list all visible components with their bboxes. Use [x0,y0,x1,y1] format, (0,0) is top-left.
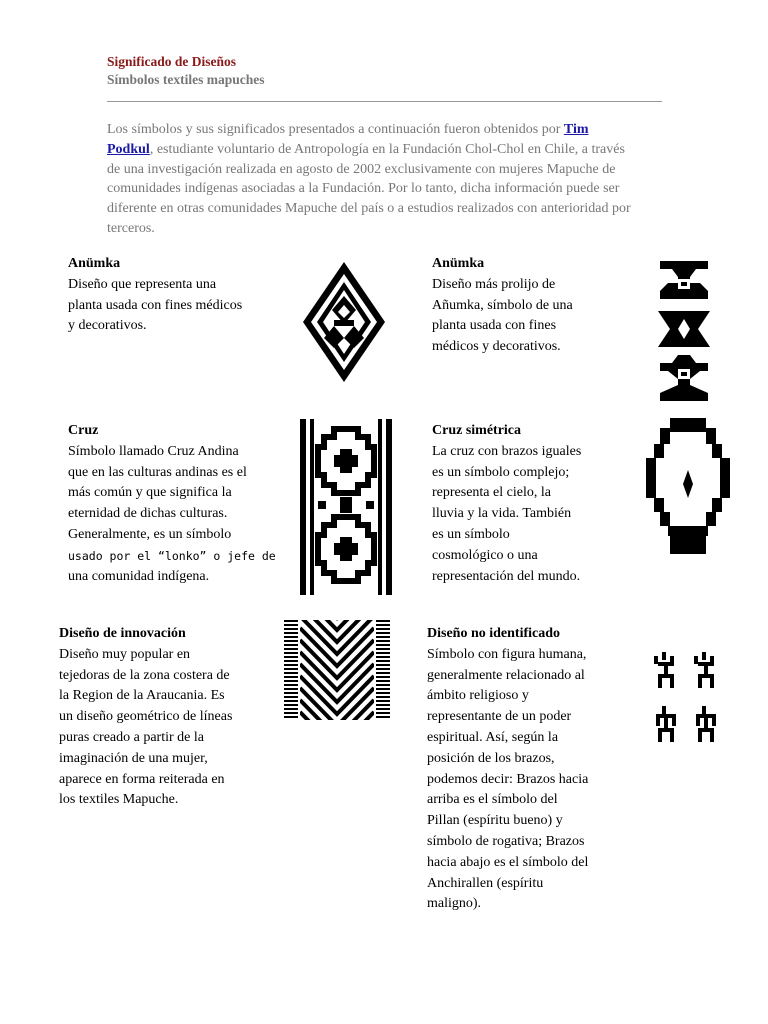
stacked-plant-motif-icon [656,261,712,401]
entry-heading: Cruz [68,423,99,438]
entry-description: Símbolo con figura humana, generalmente relacionado al ámbito religioso y representante de un poder espiritual. Así, según la posición de los brazos, podemos decir: Brazos hacia arriba es el símbolo del Pillan (espíritu bueno) y símbolo de rogativa; Brazos hacia abajo es el símbolo del Anchirallen (espíritu maligno). [427,646,589,912]
entry-cruz [68,421,283,587]
entry-heading: Diseño no identificado [427,626,561,641]
entry-cruz-simetrica [432,421,632,587]
entry-diseno-innovacion [59,624,274,811]
human-figures-icon [654,652,720,744]
author-link[interactable]: Tim Podkul [107,122,589,157]
entry-description: Diseño muy popular en tejedoras de la zona costera de la Region de la Araucania. Es un diseño geométrico de líneas puras creado a partir de la imaginación de una mujer, aparece en forma reiterada en los textiles Mapuche. [59,646,233,808]
intro-text-before: Los símbolos y sus significados presentados a continuación fueron obtenidos por [107,122,564,137]
entry-diseno-no-identificado [427,624,632,915]
entry-description-end: una comunidad indígena. [68,568,210,584]
entry-description: Diseño que representa una planta usada con fines médicos y decorativos. [68,276,243,334]
diamond-motif-icon [303,262,385,382]
page-subtitle: Símbolos textiles mapuches [107,72,265,87]
page-title: Significado de Diseños [107,54,237,69]
entry-description: La cruz con brazos iguales es un símbolo complejo; representa el cielo, la lluvia y la vida. También es un símbolo cosmológico o una representación del mundo. [432,443,582,584]
chevron-stripes-icon [284,620,390,720]
entry-description-mono: usado por el “lonko” o jefe de [68,548,276,563]
entry-description: Diseño más prolijo de Añumka, símbolo de una planta usada con fines médicos y decorativos. [432,276,573,355]
entry-heading: Cruz simétrica [432,423,522,438]
andean-cross-band-icon [300,419,392,595]
entry-anumka [68,254,278,337]
entry-heading: Anümka [68,256,121,271]
header-divider [107,101,662,102]
symmetric-cross-icon [646,418,730,554]
entry-heading: Anümka [432,256,485,271]
entry-description: Símbolo llamado Cruz Andina que en las culturas andinas es el más común y que significa la eternidad de dichas culturas. Generalmente, es un símbolo [68,443,247,542]
intro-text-after: , estudiante voluntario de Antropología en la Fundación Chol-Chol en Chile, a través de una investigación realizada en agosto de 2002 exclusivamente con mujeres Mapuche de comunidades indígenas asociadas a la Fundación. Por lo tanto, dicha información puede ser diferente en otras comunidades Mapuche del país o a estudios realizados con anterioridad por terceros. [107,141,631,236]
entry-heading: Diseño de innovación [59,626,186,641]
intro-paragraph [107,120,632,239]
entry-anumka-prolijo [432,254,622,358]
